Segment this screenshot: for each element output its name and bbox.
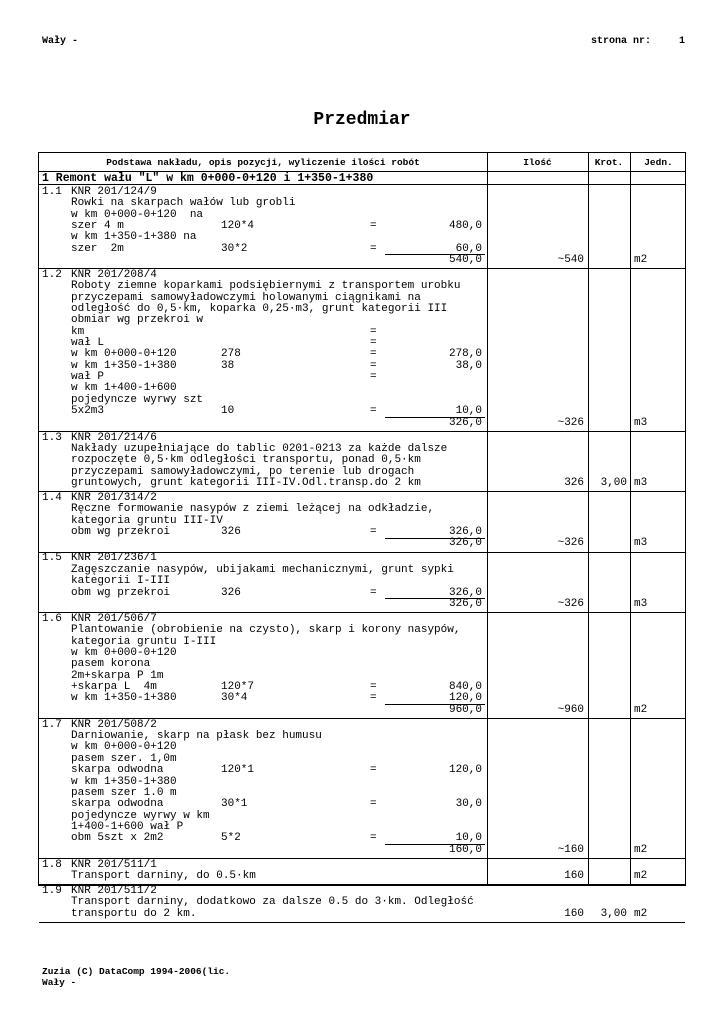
item-description: Nakłady uzupełniające do tablic 0201-0213 za każde dalsze: [71, 442, 448, 455]
calc-formula: 326: [221, 526, 241, 539]
calc-formula: 30*2: [221, 242, 248, 255]
calc-label: pasem szer. 1,0m: [71, 752, 177, 765]
calc-formula: 278: [221, 348, 241, 361]
item-code: KNR 201/214/6: [71, 431, 157, 444]
item-code: KNR 201/314/2: [71, 492, 157, 504]
footer-software: Zuzia (C) DataComp 1994-2006(lic.: [42, 966, 231, 977]
item-code: KNR 201/236/1: [71, 552, 157, 565]
calc-equals: =: [370, 337, 377, 350]
calc-sum: 540,0: [448, 253, 482, 266]
item-description: Darniowanie, skarp na płask bez humusu: [71, 730, 322, 743]
item-unit: m3: [634, 476, 648, 489]
footer-doc-name: Wały -: [42, 977, 77, 988]
calc-label: wał L: [71, 337, 105, 350]
calc-equals: =: [370, 798, 377, 811]
header-page-label: strona nr:: [591, 36, 652, 47]
calc-formula: 5*2: [221, 832, 241, 845]
calc-value: 60,0: [455, 242, 482, 255]
calc-sum: 326,0: [448, 597, 482, 610]
page-title: Przedmiar: [313, 110, 411, 130]
calc-value: 38,0: [455, 359, 482, 372]
section-title: 1 Remont wału "L" w km 0+000-0+120 i 1+350-1+380: [42, 172, 374, 185]
calc-equals: =: [370, 371, 377, 384]
calc-value: 120,0: [448, 764, 482, 777]
item-code: KNR 201/124/9: [71, 185, 157, 198]
item-description: Roboty ziemne koparkami podsiębiernymi z transportem urobku: [71, 280, 461, 293]
item-description: przyczepami samowyładowczymi, po terenie lub drogach: [71, 465, 415, 478]
calc-label: skarpa odwodna: [71, 764, 164, 777]
item-description: Transport darniny, do 0.5·km: [71, 870, 256, 882]
calc-label: +skarpa L 4m: [71, 681, 157, 693]
item-unit: m3: [634, 597, 648, 610]
item-description: przyczepami samowyładowczymi holowanymi ciągnikami na: [71, 291, 421, 304]
item-quantity: 160: [564, 870, 584, 882]
item-number: 1.5: [42, 552, 62, 565]
calc-equals: =: [370, 692, 377, 705]
item-unit: m2: [634, 843, 648, 856]
item-code: KNR 201/208/4: [71, 268, 157, 281]
estimate-table: [38, 152, 686, 920]
col-header-description: Podstawa nakładu, opis pozycji, wyliczenie ilości robót: [106, 157, 420, 168]
calc-formula: 326: [221, 586, 241, 599]
calc-label: w km 0+000-0+120: [71, 741, 177, 754]
calc-label: obm wg przekroi: [71, 526, 171, 539]
item-description: Zagęszczanie nasypów, ubijakami mechanicznymi, grunt sypki: [71, 563, 454, 576]
calc-label: w km 1+400-1+600: [71, 382, 177, 395]
item-description: Rowki na skarpach wałów lub grobli: [71, 197, 296, 210]
calc-equals: =: [370, 405, 377, 418]
calc-formula: 10: [221, 405, 235, 418]
calc-label: pojedyncze wyrwy w km: [71, 809, 210, 822]
calc-equals: =: [370, 832, 377, 845]
calc-label: w km 1+350-1+380: [71, 359, 177, 372]
calc-label: 2m+skarpa P 1m: [71, 669, 164, 682]
item-quantity: ~326: [557, 537, 584, 550]
calc-label: w km 0+000-0+120: [71, 348, 177, 361]
calc-value: 278,0: [448, 348, 482, 361]
calc-label: 5x2m3: [71, 405, 105, 418]
calc-value: 480,0: [448, 219, 482, 232]
calc-equals: =: [370, 526, 377, 539]
item-quantity: ~160: [557, 843, 584, 856]
calc-label: km: [71, 325, 85, 338]
item-number: 1.8: [42, 858, 62, 871]
item-unit: m3: [634, 537, 648, 550]
item-unit: m2: [634, 907, 648, 920]
calc-formula: 120*7: [221, 681, 255, 693]
item-number: 1.2: [42, 268, 62, 281]
item-description: kategorii I-III: [71, 575, 171, 588]
calc-value: 840,0: [448, 681, 482, 693]
item-quantity: 160: [564, 907, 584, 920]
calc-sum: 326,0: [448, 537, 482, 550]
calc-label: pasem szer 1.0 m: [71, 786, 177, 799]
calc-formula: 38: [221, 359, 235, 372]
item-quantity: ~960: [557, 703, 584, 716]
item-quantity: 326: [564, 476, 584, 489]
calc-value: 120,0: [448, 692, 482, 705]
item-number: 1.3: [42, 431, 62, 444]
calc-equals: =: [370, 359, 377, 372]
section-divider: [39, 184, 685, 185]
calc-label: w km 0+000-0+120 na: [71, 208, 204, 221]
item-description: odległość do 0,5·km, koparka 0,25·m3, grunt kategorii III: [71, 303, 448, 315]
calc-label: w km 1+350-1+380 na: [71, 231, 197, 244]
calc-label: pasem korona: [71, 658, 151, 671]
calc-label: obm wg przekroi: [71, 586, 171, 599]
item-code: KNR 201/511/2: [71, 885, 157, 898]
calc-label: pojedyncze wyrwy szt: [71, 393, 204, 406]
item-quantity: ~326: [557, 416, 584, 429]
calc-label: w km 1+350-1+380: [71, 692, 177, 705]
calc-sum: 326,0: [448, 416, 482, 429]
item-number: 1.1: [42, 185, 62, 198]
calc-equals: =: [370, 348, 377, 361]
col-header-multiplier: Krot.: [594, 157, 624, 168]
calc-value: 326,0: [448, 586, 482, 599]
item-unit: m2: [634, 253, 648, 266]
item-description: Plantowanie (obrobienie na czysto), skarp i korony nasypów,: [71, 624, 461, 637]
item-multiplier: 3,00: [600, 476, 627, 489]
calc-equals: =: [370, 325, 377, 338]
calc-label: skarpa odwodna: [71, 798, 164, 811]
item-number: 1.7: [42, 718, 62, 731]
calc-label: szer 2m: [71, 242, 124, 255]
item-multiplier: 3,00: [600, 907, 627, 920]
header-doc-name: Wały -: [42, 36, 79, 47]
calc-value: 10,0: [455, 405, 482, 418]
item-number: 1.6: [42, 612, 62, 625]
calc-equals: =: [370, 242, 377, 255]
calc-label: obm 5szt x 2m2: [71, 832, 164, 845]
calc-label: w km 1+350-1+380: [71, 775, 177, 788]
item-description: kategoria gruntu III-IV: [71, 514, 223, 527]
item-description: gruntowych, grunt kategorii III-IV.Odl.transp.do 2 km: [71, 476, 421, 489]
calc-formula: 30*4: [221, 692, 248, 705]
calc-formula: 120*1: [221, 764, 255, 777]
calc-label: w km 0+000-0+120: [71, 646, 177, 659]
item-description: Ręczne formowanie nasypów z ziemi leżącej na odkładzie,: [71, 503, 435, 516]
calc-sum: 160,0: [448, 843, 482, 856]
col-divider: [588, 153, 589, 885]
item-code: KNR 201/508/2: [71, 718, 157, 731]
calc-equals: =: [370, 586, 377, 599]
calc-value: 326,0: [448, 526, 482, 539]
calc-equals: =: [370, 219, 377, 232]
calc-formula: 30*1: [221, 798, 248, 811]
item-number: 1.9: [42, 885, 62, 898]
calc-label: szer 4 m: [71, 219, 124, 232]
item-quantity: ~326: [557, 597, 584, 610]
item-unit: m2: [634, 870, 648, 882]
item-description: rozpoczęte 0,5·km odległości transportu, ponad 0,5·km: [71, 454, 421, 467]
item-description: Transport darniny, dodatkowo za dalsze 0.5 do 3·km. Odległość: [71, 896, 474, 909]
header-page-number: 1: [679, 36, 686, 47]
calc-value: 10,0: [455, 832, 482, 845]
col-header-unit: Jedn.: [644, 157, 673, 168]
calc-equals: =: [370, 764, 377, 777]
item-unit: m3: [634, 416, 648, 429]
col-divider: [487, 153, 488, 885]
calc-label: 1+400-1+600 wał P: [71, 820, 184, 833]
calc-label: wał P: [71, 371, 105, 384]
row-divider: [39, 922, 685, 923]
item-unit: m2: [634, 703, 648, 716]
calc-equals: =: [370, 681, 377, 693]
item-quantity: ~540: [557, 253, 584, 266]
item-description: kategoria gruntu I-III: [71, 635, 217, 648]
item-code: KNR 201/511/1: [71, 858, 157, 871]
item-description: transportu do 2 km.: [71, 907, 197, 920]
calc-label: obmiar wg przekroi w: [71, 314, 204, 327]
item-number: 1.4: [42, 492, 62, 504]
item-code: KNR 201/506/7: [71, 612, 157, 625]
col-divider: [630, 153, 631, 885]
calc-value: 30,0: [455, 798, 482, 811]
calc-formula: 120*4: [221, 219, 255, 232]
calc-sum: 960,0: [448, 703, 482, 716]
col-header-quantity: Ilość: [523, 157, 552, 168]
